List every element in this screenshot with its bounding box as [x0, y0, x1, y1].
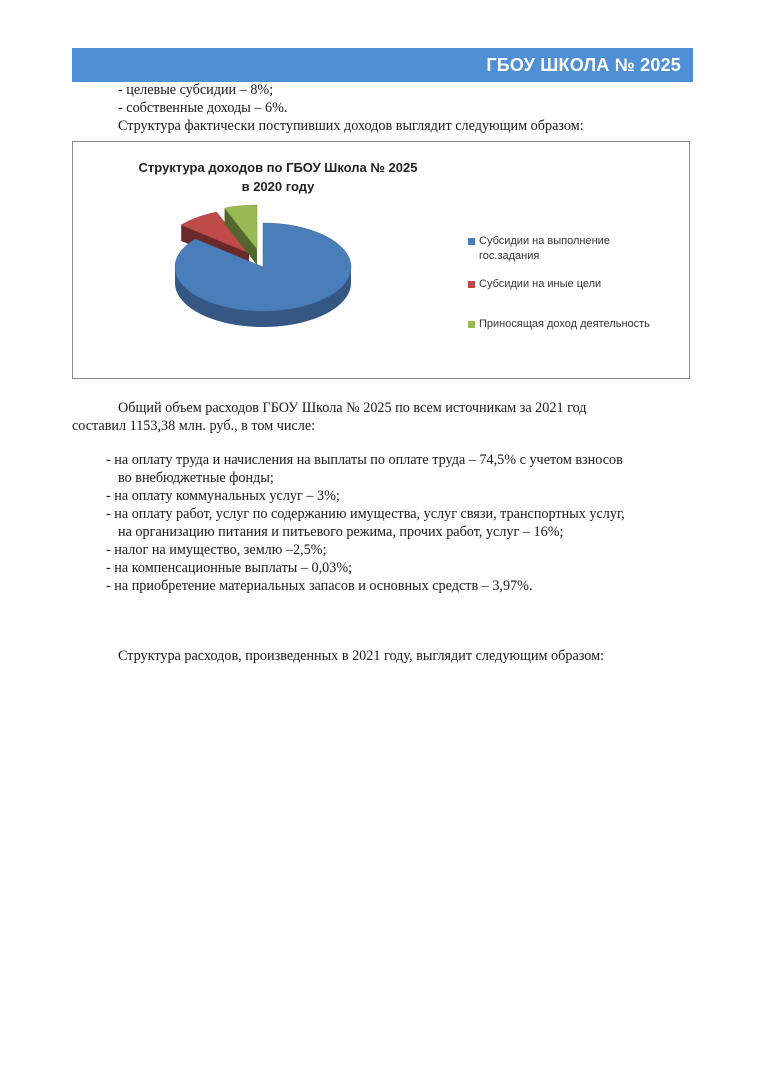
pie-chart: [73, 142, 463, 378]
legend-label-2: Субсидии на иные цели: [479, 278, 602, 290]
expense-item-1-line-2: во внебюджетные фонды;: [118, 470, 274, 486]
legend-item-2: [468, 277, 683, 292]
paragraph-line-2: составил 1153,38 млн. руб., в том числе:: [72, 418, 316, 434]
expense-item-3-line-2: на организацию питания и питьевого режима, прочих работ, услуг – 16%;: [118, 524, 564, 540]
closing-line: Структура расходов, произведенных в 2021 году, выглядит следующим образом:: [118, 648, 605, 664]
header-title: ГБОУ ШКОЛА № 2025: [486, 55, 681, 75]
paragraph-line-1: Общий объем расходов ГБОУ Школа № 2025 по всем источникам за 2021 год: [118, 400, 587, 416]
expense-item-2: - на оплату коммунальных услуг – 3%;: [106, 488, 340, 504]
expense-item-3-line-1: - на оплату работ, услуг по содержанию имущества, услуг связи, транспортных услуг,: [106, 506, 625, 522]
intro-line-3: Структура фактически поступивших доходов выглядит следующим образом:: [118, 118, 584, 134]
chart-title-line-2: в 2020 году: [241, 179, 315, 194]
legend-swatch-3: [468, 321, 475, 328]
header-bar: [72, 48, 693, 82]
legend-item-1: [468, 234, 683, 264]
expense-item-5: - на компенсационные выплаты – 0,03%;: [106, 560, 353, 576]
expense-item-4: - налог на имущество, землю –2,5%;: [106, 542, 327, 558]
legend-label-3: Приносящая доход деятельность: [479, 318, 650, 330]
expense-item-1-line-1: - на оплату труда и начисления на выплаты по оплате труда – 74,5% с учетом взносов: [106, 452, 623, 468]
legend-item-3: [468, 317, 683, 332]
expense-item-6: - на приобретение материальных запасов и основных средств – 3,97%.: [106, 578, 533, 594]
legend-swatch-2: [468, 281, 475, 288]
legend-label-1-line-2: гос.задания: [479, 250, 540, 262]
chart-title-line-1: Структура доходов по ГБОУ Школа № 2025: [138, 160, 418, 175]
intro-line-2: - собственные доходы – 6%.: [118, 100, 288, 116]
intro-line-1: - целевые субсидии – 8%;: [118, 82, 274, 98]
legend-label-1-line-1: Субсидии на выполнение: [479, 235, 610, 247]
revenue-chart: [72, 141, 690, 379]
legend-swatch-1: [468, 238, 475, 245]
